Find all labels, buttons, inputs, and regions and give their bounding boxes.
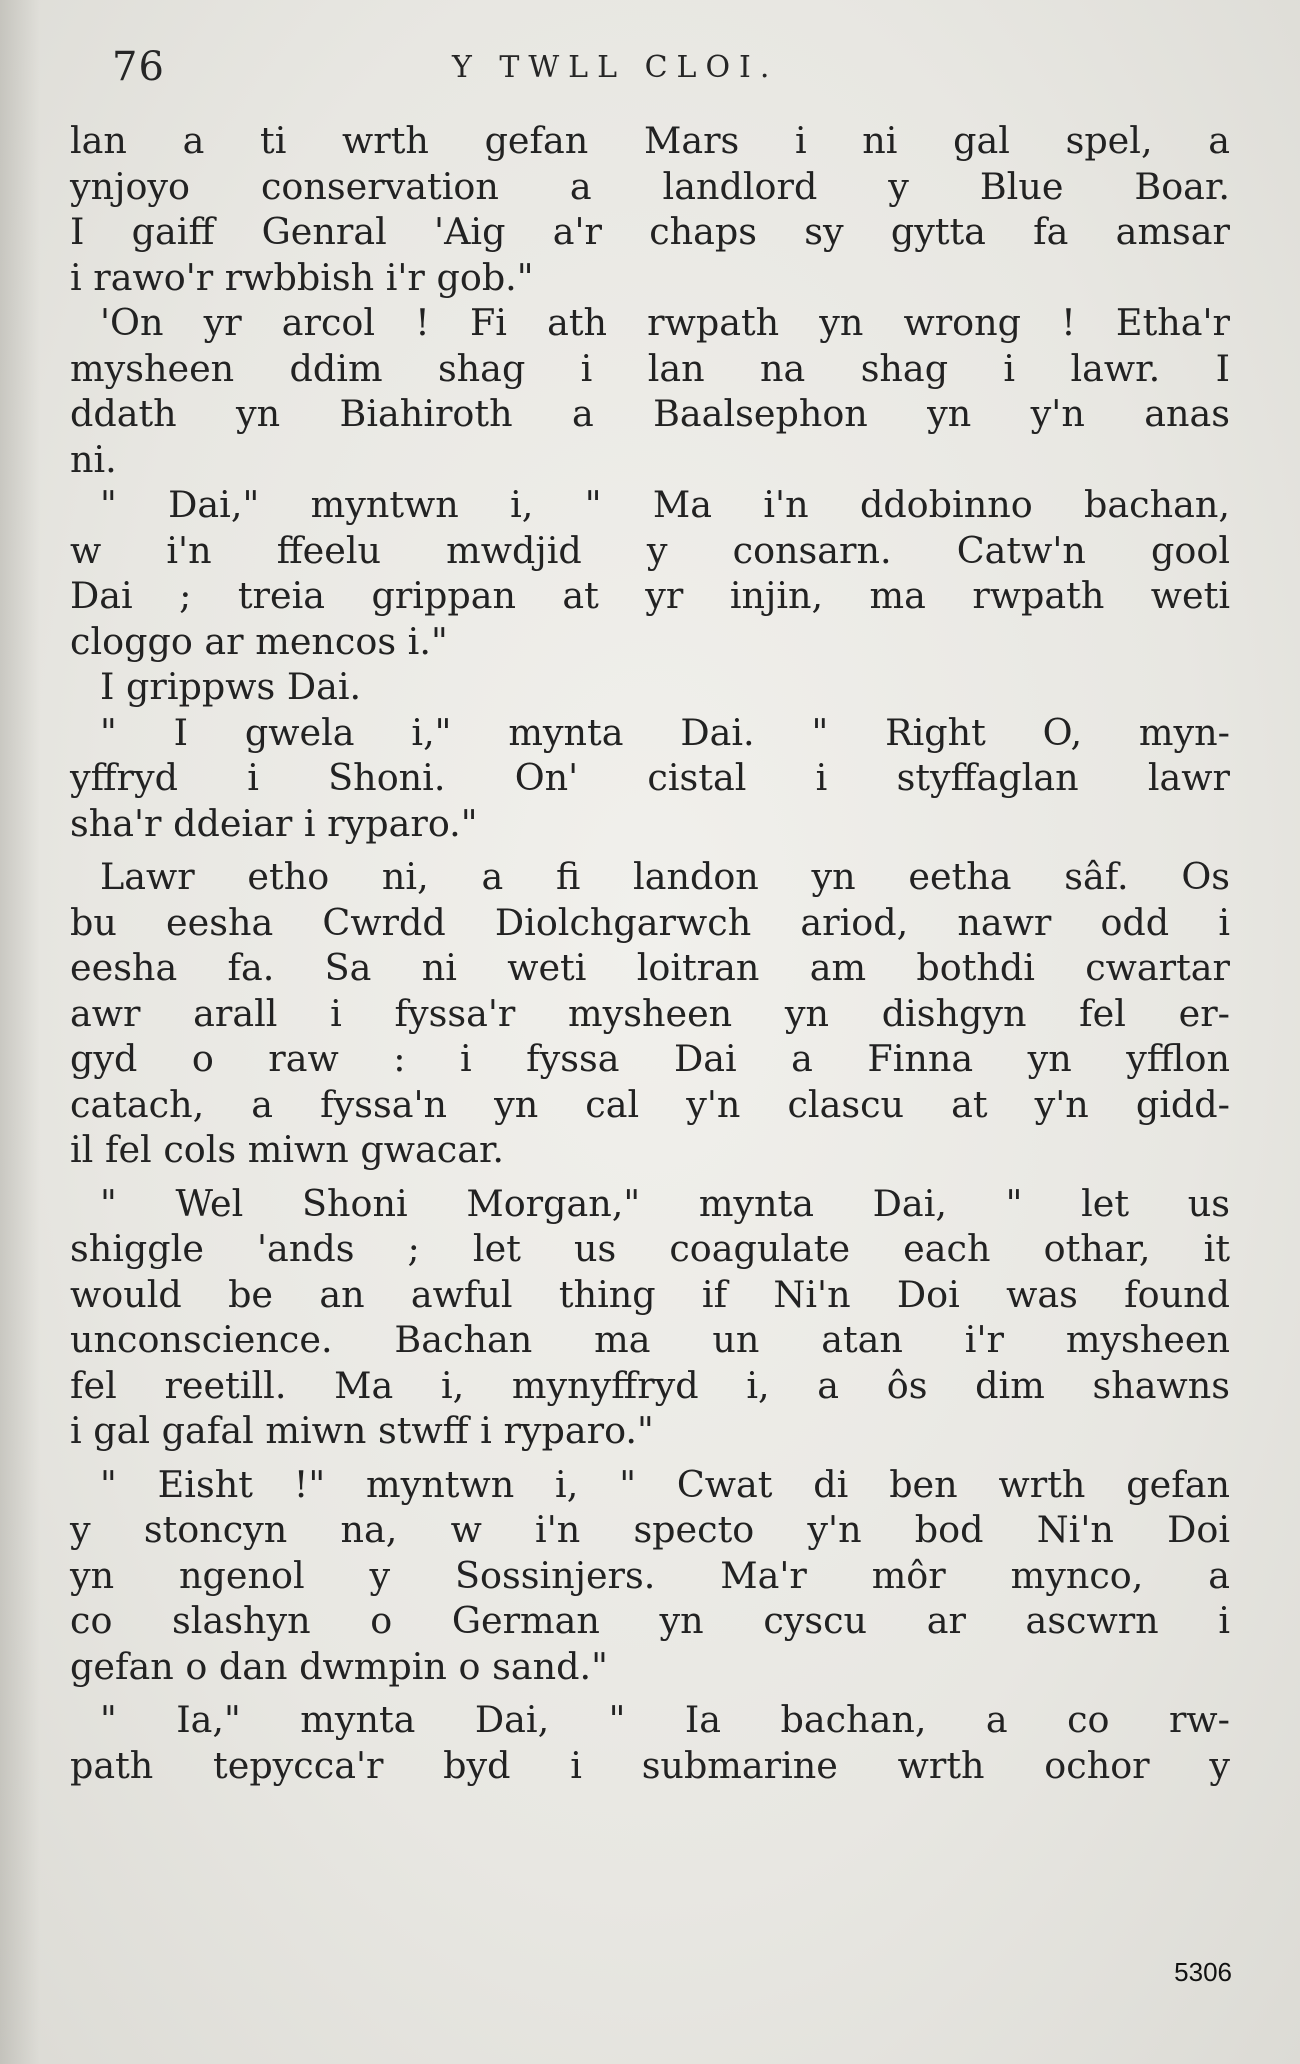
text-line: shiggle 'ands ; let us coagulate each othar, it	[70, 1227, 1230, 1270]
paragraph-gap	[70, 1173, 1230, 1181]
text-line: gyd o raw : i fyssa Dai a Finna yn yfflon	[70, 1037, 1230, 1080]
running-title: Y TWLL CLOI.	[452, 50, 779, 85]
text-line: Lawr etho ni, a fi landon yn eetha sâf. Os	[100, 855, 1230, 898]
paragraph-gap	[70, 1689, 1230, 1697]
text-line: i gal gafal miwn stwff i ryparo."	[70, 1409, 654, 1452]
text-line: lan a ti wrth gefan Mars i ni gal spel, a	[70, 119, 1230, 162]
text-line: eesha fa. Sa ni weti loitran am bothdi cwartar	[70, 946, 1230, 989]
text-line: i rawo'r rwbbish i'r gob."	[70, 255, 534, 299]
text-line: " Wel Shoni Morgan," mynta Dai, " let us	[100, 1181, 1230, 1225]
text-line: " Eisht !" myntwn i, " Cwat di ben wrth gefan	[100, 1462, 1230, 1506]
text-line: ddath yn Biahiroth a Baalsephon yn y'n anas	[70, 392, 1230, 435]
paragraph	[70, 854, 1230, 1173]
text-line: il fel cols miwn gwacar.	[70, 1128, 505, 1171]
text-line: would be an awful thing if Ni'n Doi was found	[70, 1272, 1230, 1316]
text-line: " Ia," mynta Dai, " Ia bachan, a co rw-	[100, 1698, 1230, 1741]
text-line: " I gwela i," mynta Dai. " Right O, myn-	[100, 710, 1230, 754]
paragraph	[70, 1181, 1230, 1454]
text-line: unconscience. Bachan ma un atan i'r mysheen	[70, 1318, 1230, 1361]
text-line: gefan o dan dwmpin o sand."	[70, 1644, 608, 1688]
scan-edge-shadow	[0, 0, 40, 2064]
paragraph	[70, 482, 1230, 664]
paragraph	[70, 118, 1230, 300]
paragraph-gap	[70, 1454, 1230, 1462]
text-line: " Dai," myntwn i, " Ma i'n ddobinno bachan,	[100, 483, 1230, 526]
text-line: cloggo ar mencos i."	[70, 619, 448, 663]
text-line: w i'n ffeelu mwdjid y consarn. Catw'n gool	[70, 528, 1230, 572]
text-line: path tepycca'r byd i submarine wrth ochor y	[70, 1743, 1230, 1787]
text-line: 'On yr arcol ! Fi ath rwpath yn wrong ! Etha'r	[100, 301, 1230, 344]
text-line: ynjoyo conservation a landlord y Blue Boar.	[70, 164, 1230, 208]
text-line: catach, a fyssa'n yn cal y'n clascu at y'n gidd-	[70, 1082, 1230, 1126]
text-line: yn ngenol y Sossinjers. Ma'r môr mynco, a	[70, 1553, 1230, 1597]
paragraph	[70, 710, 1230, 847]
page-header	[112, 44, 1220, 104]
body-text	[70, 118, 1230, 1788]
paragraph	[70, 1462, 1230, 1690]
paragraph	[70, 300, 1230, 482]
text-line: yffryd i Shoni. On' cistal i styffaglan lawr	[70, 756, 1230, 799]
paragraph-gap	[70, 846, 1230, 854]
text-line: bu eesha Cwrdd Diolchgarwch ariod, nawr odd i	[70, 900, 1230, 944]
text-line: ni.	[70, 437, 117, 481]
text-line: mysheen ddim shag i lan na shag i lawr. I	[70, 346, 1230, 390]
text-line: Dai ; treia grippan at yr injin, ma rwpath weti	[70, 574, 1230, 617]
paragraph	[70, 664, 1230, 710]
text-line: y stoncyn na, w i'n specto y'n bod Ni'n Doi	[70, 1508, 1230, 1551]
page-number: 76	[112, 44, 165, 90]
text-line: I gaiff Genral 'Aig a'r chaps sy gytta fa amsar	[70, 210, 1230, 253]
paragraph	[70, 1697, 1230, 1788]
text-line: fel reetill. Ma i, mynyffryd i, a ôs dim shawns	[70, 1363, 1230, 1407]
text-line: sha'r ddeiar i ryparo."	[70, 801, 478, 845]
text-line: co slashyn o German yn cyscu ar ascwrn i	[70, 1599, 1230, 1642]
text-line: awr arall i fyssa'r mysheen yn dishgyn fel er-	[70, 991, 1230, 1035]
folio-id: 5306	[1174, 1957, 1232, 1987]
text-line: I grippws Dai.	[100, 665, 362, 708]
